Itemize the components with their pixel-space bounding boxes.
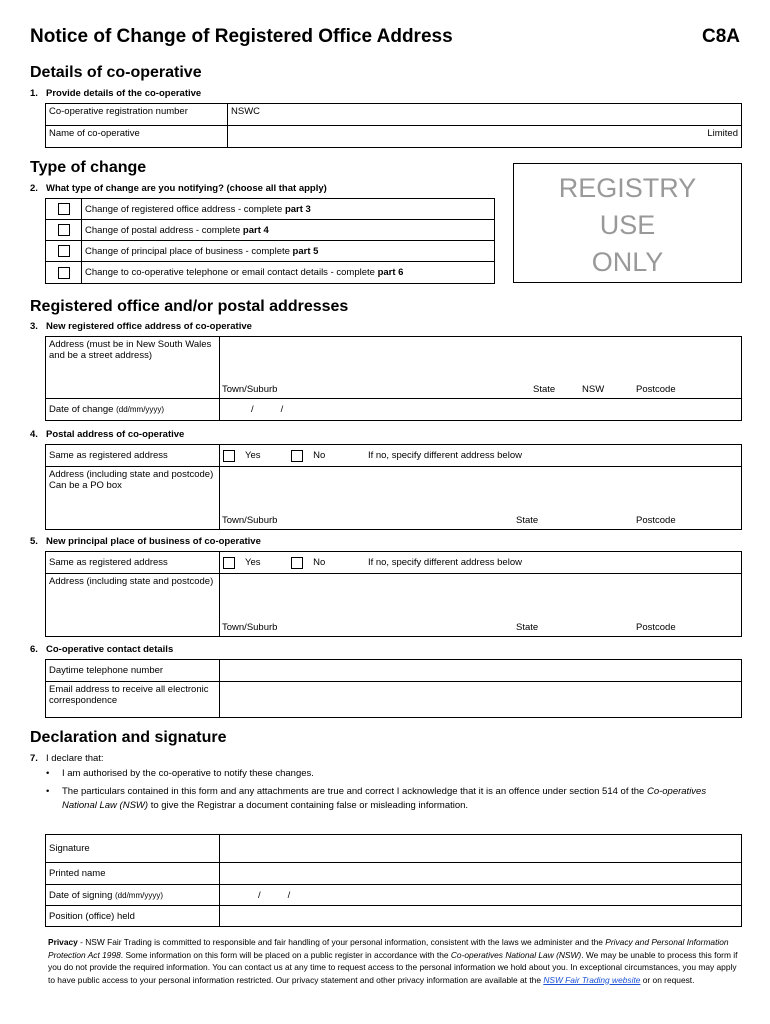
no-label: No bbox=[313, 557, 326, 569]
state-label: State bbox=[516, 622, 539, 633]
coop-name-label: Name of co-operative bbox=[46, 126, 228, 148]
phone-field[interactable] bbox=[220, 660, 742, 682]
yes-label: Yes bbox=[245, 557, 261, 569]
printed-name-label: Printed name bbox=[46, 863, 220, 885]
state-label: State bbox=[516, 515, 539, 526]
addresses-heading: Registered office and/or postal addresses bbox=[30, 298, 349, 315]
postal-address-label: Address (including state and postcode) Can be a PO box bbox=[46, 467, 220, 530]
postal-same-label: Same as registered address bbox=[46, 445, 220, 467]
question-5 bbox=[30, 536, 261, 547]
question-6 bbox=[30, 644, 173, 655]
state-label: State bbox=[533, 384, 556, 395]
question-7 bbox=[30, 753, 104, 764]
change-options-table bbox=[45, 198, 495, 284]
question-text: Co-operative contact details bbox=[46, 644, 174, 655]
office-address-field[interactable] bbox=[220, 337, 742, 399]
postal-address-table bbox=[45, 444, 742, 530]
no-label: No bbox=[313, 450, 326, 462]
change-heading: Type of change bbox=[30, 159, 147, 176]
change-postal-checkbox[interactable] bbox=[58, 224, 70, 236]
declaration-intro: I declare that: bbox=[46, 753, 104, 764]
declaration-heading: Declaration and signature bbox=[30, 729, 227, 746]
registry-line1: REGISTRY bbox=[558, 173, 697, 203]
question-text: New registered office address of co-operative bbox=[46, 321, 252, 332]
reg-number-label: Co-operative registration number bbox=[46, 104, 228, 126]
postal-address-field[interactable] bbox=[220, 467, 742, 530]
change-contact-option: Change to co-operative telephone or email contact details - complete part 6 bbox=[82, 262, 495, 284]
phone-label: Daytime telephone number bbox=[46, 660, 220, 682]
question-number: 3. bbox=[30, 321, 38, 332]
question-text: Postal address of co-operative bbox=[46, 429, 185, 440]
date-change-field[interactable]: / / bbox=[220, 399, 742, 421]
privacy-notice: Privacy - NSW Fair Trading is committed to responsible and fair handling of your personal information, consistent with the laws we administer and the Privacy and Personal Information Protection Act 1998. Some information on this form will be placed on a public register in accordance with the Co-operatives National Law (NSW). We may be unable to process this form if you do not provide the required information. You can contact us at any time to request access to the personal information we hold about you. In exceptional circumstances, you may apply to have public access to your personal information restricted. Our privacy statement and other privacy information are available at the NSW Fair Trading website or on request. bbox=[48, 937, 738, 985]
question-number: 2. bbox=[30, 183, 38, 194]
registry-use-box bbox=[513, 163, 742, 283]
question-1 bbox=[30, 88, 201, 99]
signature-field[interactable] bbox=[220, 835, 742, 863]
page-title: Notice of Change of Registered Office Address bbox=[30, 26, 453, 47]
principal-address-field[interactable] bbox=[220, 574, 742, 637]
email-label: Email address to receive all electronic correspondence bbox=[46, 682, 220, 718]
change-office-option: Change of registered office address - complete part 3 bbox=[82, 199, 495, 220]
principal-address-table bbox=[45, 551, 742, 637]
postcode-label: Postcode bbox=[636, 622, 676, 633]
position-label: Position (office) held bbox=[46, 906, 220, 927]
question-text: New principal place of business of co-operative bbox=[46, 536, 261, 547]
details-heading: Details of co-operative bbox=[30, 64, 202, 81]
privacy-label: Privacy bbox=[48, 937, 78, 947]
town-label: Town/Suburb bbox=[222, 384, 278, 395]
printed-name-field[interactable] bbox=[220, 863, 742, 885]
date-change-label: Date of change (dd/mm/yyyy) bbox=[46, 399, 220, 421]
bullet-dot: • bbox=[46, 786, 50, 797]
change-principal-checkbox[interactable] bbox=[58, 245, 70, 257]
principal-no-checkbox[interactable] bbox=[291, 557, 303, 569]
registry-line2: USE bbox=[599, 210, 656, 240]
date-signing-field[interactable]: / / bbox=[220, 885, 742, 906]
state-value: NSW bbox=[582, 384, 605, 395]
question-number: 4. bbox=[30, 429, 38, 440]
change-office-checkbox[interactable] bbox=[58, 203, 70, 215]
question-number: 7. bbox=[30, 753, 38, 764]
office-address-label: Address (must be in New South Wales and be a street address) bbox=[46, 337, 220, 399]
change-principal-option: Change of principal place of business - complete part 5 bbox=[82, 241, 495, 262]
office-address-table bbox=[45, 336, 742, 421]
details-table bbox=[45, 103, 742, 148]
signature-label: Signature bbox=[46, 835, 220, 863]
if-no-text: If no, specify different address below bbox=[367, 450, 522, 462]
fair-trading-website-link[interactable]: NSW Fair Trading website bbox=[543, 974, 641, 985]
coop-name-field[interactable] bbox=[228, 126, 742, 148]
reg-number-field[interactable] bbox=[228, 104, 742, 126]
postal-no-checkbox[interactable] bbox=[291, 450, 303, 462]
question-number: 5. bbox=[30, 536, 38, 547]
postal-same-options bbox=[220, 445, 742, 467]
question-text: Provide details of the co-operative bbox=[46, 88, 202, 99]
reg-number-prefix: NSWC bbox=[231, 106, 261, 117]
question-text: What type of change are you notifying? (choose all that apply) bbox=[46, 183, 327, 194]
postcode-label: Postcode bbox=[636, 384, 676, 395]
town-label: Town/Suburb bbox=[222, 622, 278, 633]
change-postal-option: Change of postal address - complete part 4 bbox=[82, 220, 495, 241]
question-number: 1. bbox=[30, 88, 38, 99]
question-number: 6. bbox=[30, 644, 38, 655]
contact-table bbox=[45, 659, 742, 718]
principal-same-label: Same as registered address bbox=[46, 552, 220, 574]
change-contact-checkbox[interactable] bbox=[58, 267, 70, 279]
email-field[interactable] bbox=[220, 682, 742, 718]
postal-yes-checkbox[interactable] bbox=[223, 450, 235, 462]
signature-table bbox=[45, 834, 742, 927]
limited-suffix: Limited bbox=[707, 128, 738, 139]
declaration-bullet-2: The particulars contained in this form and any attachments are true and correct I acknowledge that it is an offence under section 514 of the Co-operatives National Law (NSW) to give the Registrar a document containing false or misleading information. bbox=[62, 786, 707, 811]
date-signing-label: Date of signing (dd/mm/yyyy) bbox=[46, 885, 220, 906]
if-no-text: If no, specify different address below bbox=[367, 557, 522, 569]
postcode-label: Postcode bbox=[636, 515, 676, 526]
form-code: C8A bbox=[701, 26, 740, 47]
yes-label: Yes bbox=[245, 450, 261, 462]
declaration-bullet-1: I am authorised by the co-operative to notify these changes. bbox=[62, 768, 314, 779]
town-label: Town/Suburb bbox=[222, 515, 278, 526]
bullet-dot: • bbox=[46, 768, 50, 779]
question-3 bbox=[30, 321, 252, 332]
position-field[interactable] bbox=[220, 906, 742, 927]
registry-line3: ONLY bbox=[591, 247, 664, 277]
principal-same-options bbox=[220, 552, 742, 574]
question-4 bbox=[30, 429, 184, 440]
question-2 bbox=[30, 183, 327, 194]
principal-address-label: Address (including state and postcode) bbox=[46, 574, 220, 637]
principal-yes-checkbox[interactable] bbox=[223, 557, 235, 569]
